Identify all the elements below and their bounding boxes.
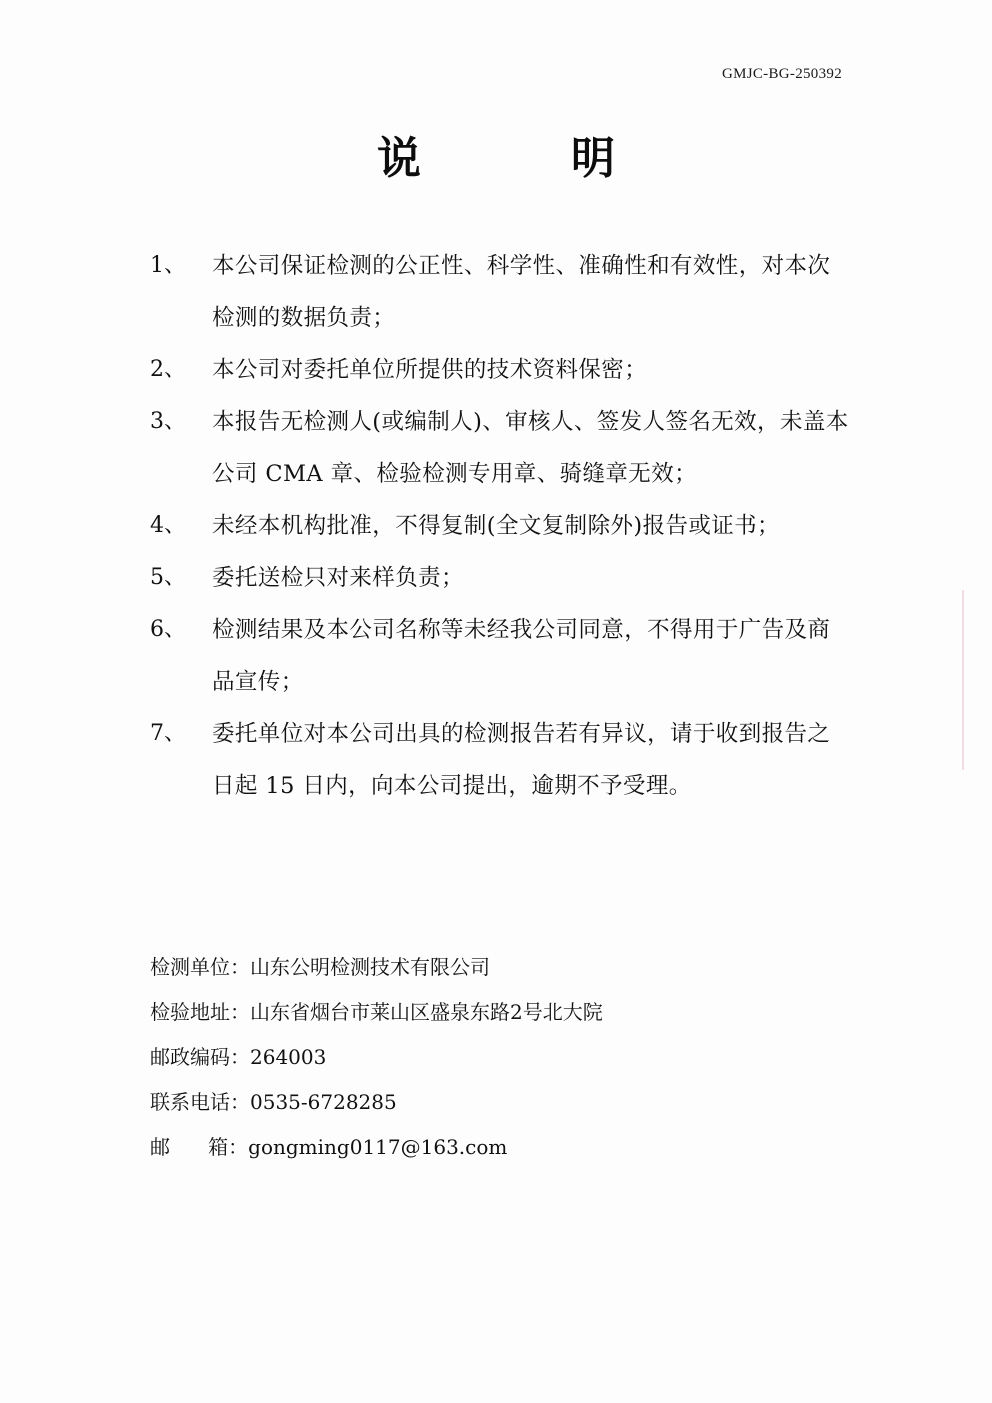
item-number: 4、 [150,513,186,538]
unit-value: 山东公明检测技术有限公司 [250,955,490,979]
item-text: 检测结果及本公司名称等未经我公司同意，不得用于广告及商品宣传； [212,617,831,695]
contact-address [150,990,750,1035]
item-text: 本公司保证检测的公正性、科学性、准确性和有效性，对本次检测的数据负责； [212,253,831,331]
postcode-label: 邮政编码： [150,1045,250,1069]
item-number: 3、 [150,409,186,434]
phone-label: 联系电话： [150,1090,250,1114]
item-text: 本报告无检测人(或编制人)、审核人、签发人签名无效，未盖本公司 CMA 章、检验检测专用章、骑缝章无效； [212,409,849,487]
item-number: 6、 [150,617,186,642]
contact-postcode [150,1035,750,1080]
unit-label: 检测单位： [150,955,250,979]
address-value: 山东省烟台市莱山区盛泉东路2号北大院 [250,1000,603,1024]
item-number: 1、 [150,253,186,278]
email-value: gongming0117@163.com [248,1135,508,1159]
item-number: 5、 [150,565,186,590]
title-char-1: 说 [377,133,421,184]
list-item [150,344,850,396]
postcode-value: 264003 [250,1045,327,1069]
item-text: 委托单位对本公司出具的检测报告若有异议，请于收到报告之日起 15 日内，向本公司提出，逾期不予受理。 [212,721,831,799]
contact-email [150,1125,750,1170]
item-text: 本公司对委托单位所提供的技术资料保密； [212,357,648,383]
phone-value: 0535-6728285 [250,1090,397,1114]
report-code: GMJC-BG-250392 [721,66,842,82]
list-item [150,552,850,604]
item-number: 7、 [150,721,186,746]
seal-edge-mark [962,590,988,770]
list-item [150,708,850,812]
item-text: 委托送检只对来样负责； [212,565,464,591]
contact-unit [150,945,750,990]
statement-list [150,240,850,812]
list-item [150,500,850,552]
contact-phone [150,1080,750,1125]
list-item [150,396,850,500]
contact-info [150,945,750,1170]
list-item [150,604,850,708]
item-number: 2、 [150,357,186,382]
email-label: 邮 箱： [150,1135,249,1159]
title-char-2: 明 [571,133,615,184]
page-title [0,122,992,186]
address-label: 检验地址： [150,1000,250,1024]
item-text: 未经本机构批准，不得复制(全文复制除外)报告或证书； [212,513,780,539]
list-item [150,240,850,344]
